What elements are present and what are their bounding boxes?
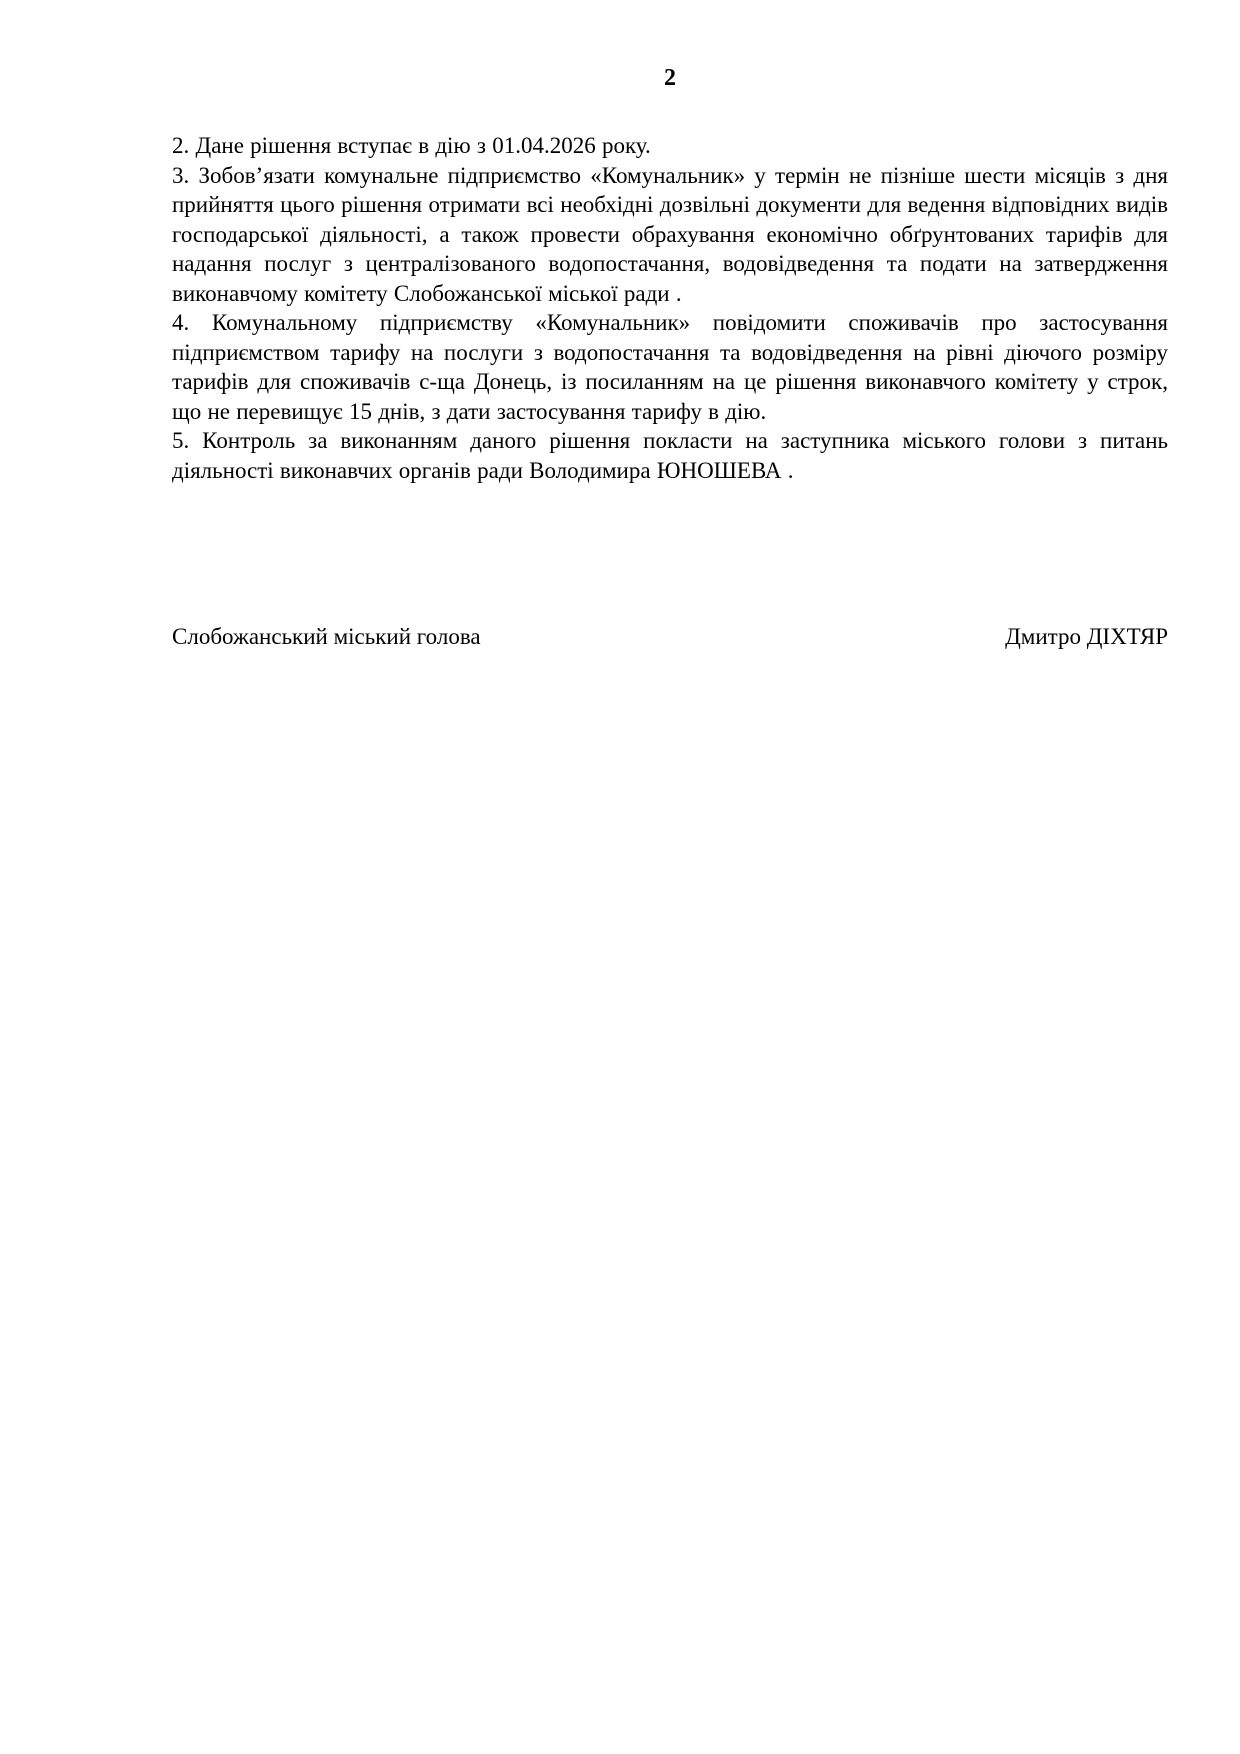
page-number: 2 [664,65,676,91]
signature-row [172,622,1168,652]
paragraph-item-2: 2. Дане рішення вступає в дію з 01.04.2026 року. [172,133,651,158]
signature-title: Слобожанський міський голова [172,624,481,649]
paragraph-item-3: 3. Зобов’язати комунальне підприємство «Комунальник» у термін не пізніше шести місяців з дня прийняття цього рішення отримати всі необхідні дозвільні документи для ведення відповідних видів господарської діяльності, а також провести обрахування економічно обґрунтованих тарифів для надання послуг з централізованого водопостачання, водовідведення та подати на затвердження виконавчому комітету Слобожанської міської ради . [172,162,1168,306]
paragraph-item-4: 4. Комунальному підприємству «Комунальник» повідомити споживачів про застосування підприємством тарифу на послуги з водопостачання та водовідведення на рівні діючого розміру тарифів для споживачів с-ща Донець, із посиланням на це рішення виконавчого комітету у строк, що не перевищує 15 днів, з дати застосування тарифу в дію. [172,310,1168,424]
signature-name: Дмитро ДІХТЯР [1005,624,1168,649]
document-body [172,131,1168,485]
paragraph-item-5: 5. Контроль за виконанням даного рішення покласти на заступника міського голови з питань діяльності виконавчих органів ради Володимира ЮНОШЕВА . [172,428,1168,483]
